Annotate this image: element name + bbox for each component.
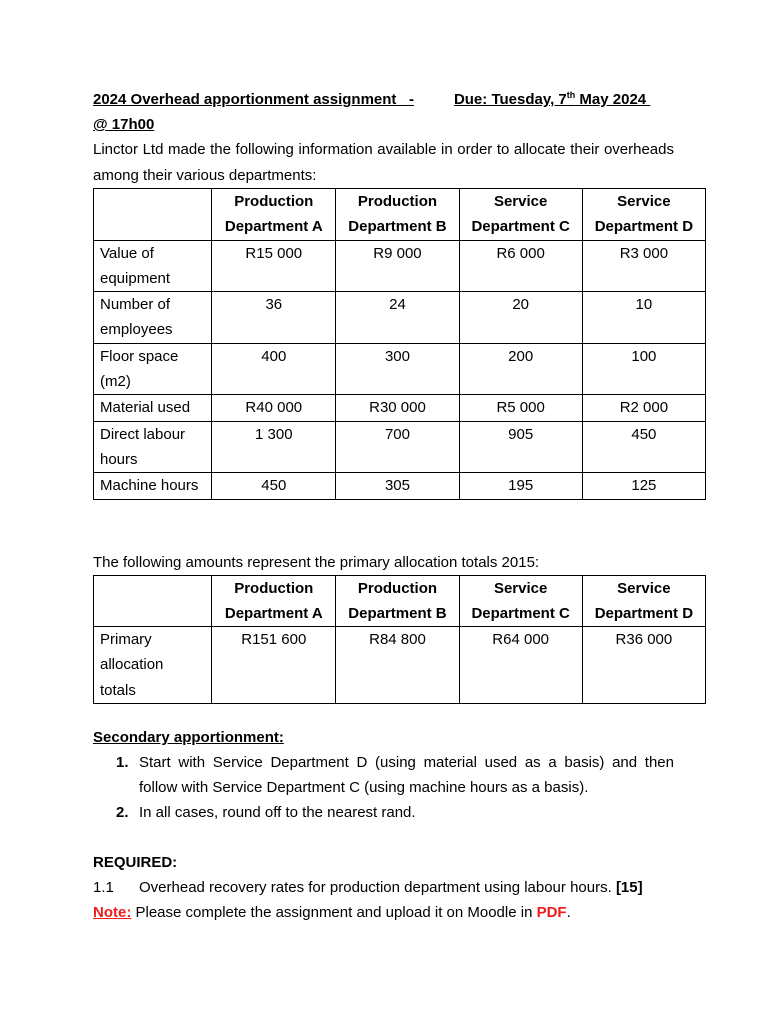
table-header-row bbox=[94, 575, 706, 627]
table-cell: 20 bbox=[459, 292, 582, 344]
secondary-steps-list bbox=[93, 750, 674, 825]
required-title: REQUIRED: bbox=[93, 854, 178, 872]
table-cell: 400 bbox=[212, 343, 336, 395]
table-header-cell bbox=[94, 189, 212, 241]
table-cell: 10 bbox=[582, 292, 705, 344]
step-number: 1. bbox=[116, 754, 129, 772]
table-cell: 24 bbox=[336, 292, 459, 344]
row-label: Floor space (m2) bbox=[94, 343, 212, 395]
table-header-cell: Service Department C bbox=[459, 189, 582, 241]
note-end: . bbox=[566, 904, 571, 922]
table-cell: 100 bbox=[582, 343, 705, 395]
table-row bbox=[94, 292, 706, 344]
note-format: PDF bbox=[536, 904, 567, 922]
required-marks: [15] bbox=[615, 879, 643, 897]
due-time: @ 17h00 bbox=[93, 116, 155, 133]
table-header-cell: Production Department B bbox=[336, 189, 459, 241]
table-cell: R30 000 bbox=[336, 395, 459, 421]
table-cell: 300 bbox=[336, 343, 459, 395]
table-row bbox=[94, 627, 706, 704]
row-label: Number of employees bbox=[94, 292, 212, 344]
table-cell: R15 000 bbox=[212, 240, 336, 292]
table-cell: 905 bbox=[459, 421, 582, 473]
title-dash: - bbox=[408, 91, 414, 108]
table-header-cell: Service Department D bbox=[582, 575, 705, 627]
table-cell: 1 300 bbox=[212, 421, 336, 473]
table-row bbox=[94, 343, 706, 395]
table-cell: 200 bbox=[459, 343, 582, 395]
assignment-heading bbox=[93, 83, 674, 112]
step-text: Start with Service Department D (using material used as a basis) and then follow with Service Department C (using machine hours as a basis). bbox=[139, 754, 674, 797]
table-cell: 450 bbox=[582, 421, 705, 473]
table-row bbox=[94, 395, 706, 421]
table-header-cell: Production Department B bbox=[336, 575, 459, 627]
note-line bbox=[93, 900, 674, 925]
table-cell: R6 000 bbox=[459, 240, 582, 292]
primary-allocation-table bbox=[93, 575, 706, 704]
table-cell: R5 000 bbox=[459, 395, 582, 421]
table-cell: R9 000 bbox=[336, 240, 459, 292]
table-cell: 195 bbox=[459, 473, 582, 499]
table-header-cell: Production Department A bbox=[212, 575, 336, 627]
table-cell: 305 bbox=[336, 473, 459, 499]
table-cell: R36 000 bbox=[582, 627, 705, 704]
department-info-table bbox=[93, 188, 706, 500]
table-cell: R64 000 bbox=[459, 627, 582, 704]
table-cell: 125 bbox=[582, 473, 705, 499]
table-cell: R3 000 bbox=[582, 240, 705, 292]
table-cell: R40 000 bbox=[212, 395, 336, 421]
table-cell: R2 000 bbox=[582, 395, 705, 421]
row-label: Direct labour hours bbox=[94, 421, 212, 473]
row-label: Primary allocation totals bbox=[94, 627, 212, 704]
table-row bbox=[94, 240, 706, 292]
table-header-cell bbox=[94, 575, 212, 627]
note-label: Note: bbox=[93, 904, 132, 922]
list-item bbox=[93, 750, 674, 800]
primary-allocation-intro: The following amounts represent the primary allocation totals 2015: bbox=[93, 553, 540, 571]
required-number: 1.1 bbox=[93, 879, 114, 897]
table-cell: 700 bbox=[336, 421, 459, 473]
row-label: Machine hours bbox=[94, 473, 212, 499]
table-cell: R84 800 bbox=[336, 627, 459, 704]
step-text: In all cases, round off to the nearest rand. bbox=[139, 804, 416, 822]
step-number: 2. bbox=[116, 804, 129, 822]
required-item bbox=[93, 875, 674, 900]
intro-paragraph: Linctor Ltd made the following information available in order to allocate their overheads among their various departments: bbox=[93, 141, 674, 184]
assignment-title: 2024 Overhead apportionment assignment bbox=[93, 91, 397, 108]
row-label: Value of equipment bbox=[94, 240, 212, 292]
due-date: Due: Tuesday, 7th May 2024 bbox=[453, 90, 647, 108]
table-cell: 450 bbox=[212, 473, 336, 499]
table-header-row bbox=[94, 189, 706, 241]
table-cell: 36 bbox=[212, 292, 336, 344]
table-cell: R151 600 bbox=[212, 627, 336, 704]
required-text: Overhead recovery rates for production department using labour hours. bbox=[139, 879, 616, 897]
table-row bbox=[94, 473, 706, 499]
row-label: Material used bbox=[94, 395, 212, 421]
table-row bbox=[94, 421, 706, 473]
table-header-cell: Production Department A bbox=[212, 189, 336, 241]
list-item bbox=[93, 800, 674, 825]
note-text: Please complete the assignment and upload it on Moodle in bbox=[131, 904, 537, 922]
document-page bbox=[93, 83, 694, 925]
table-header-cell: Service Department C bbox=[459, 575, 582, 627]
secondary-apportionment-title: Secondary apportionment: bbox=[93, 729, 284, 747]
table-header-cell: Service Department D bbox=[582, 189, 705, 241]
